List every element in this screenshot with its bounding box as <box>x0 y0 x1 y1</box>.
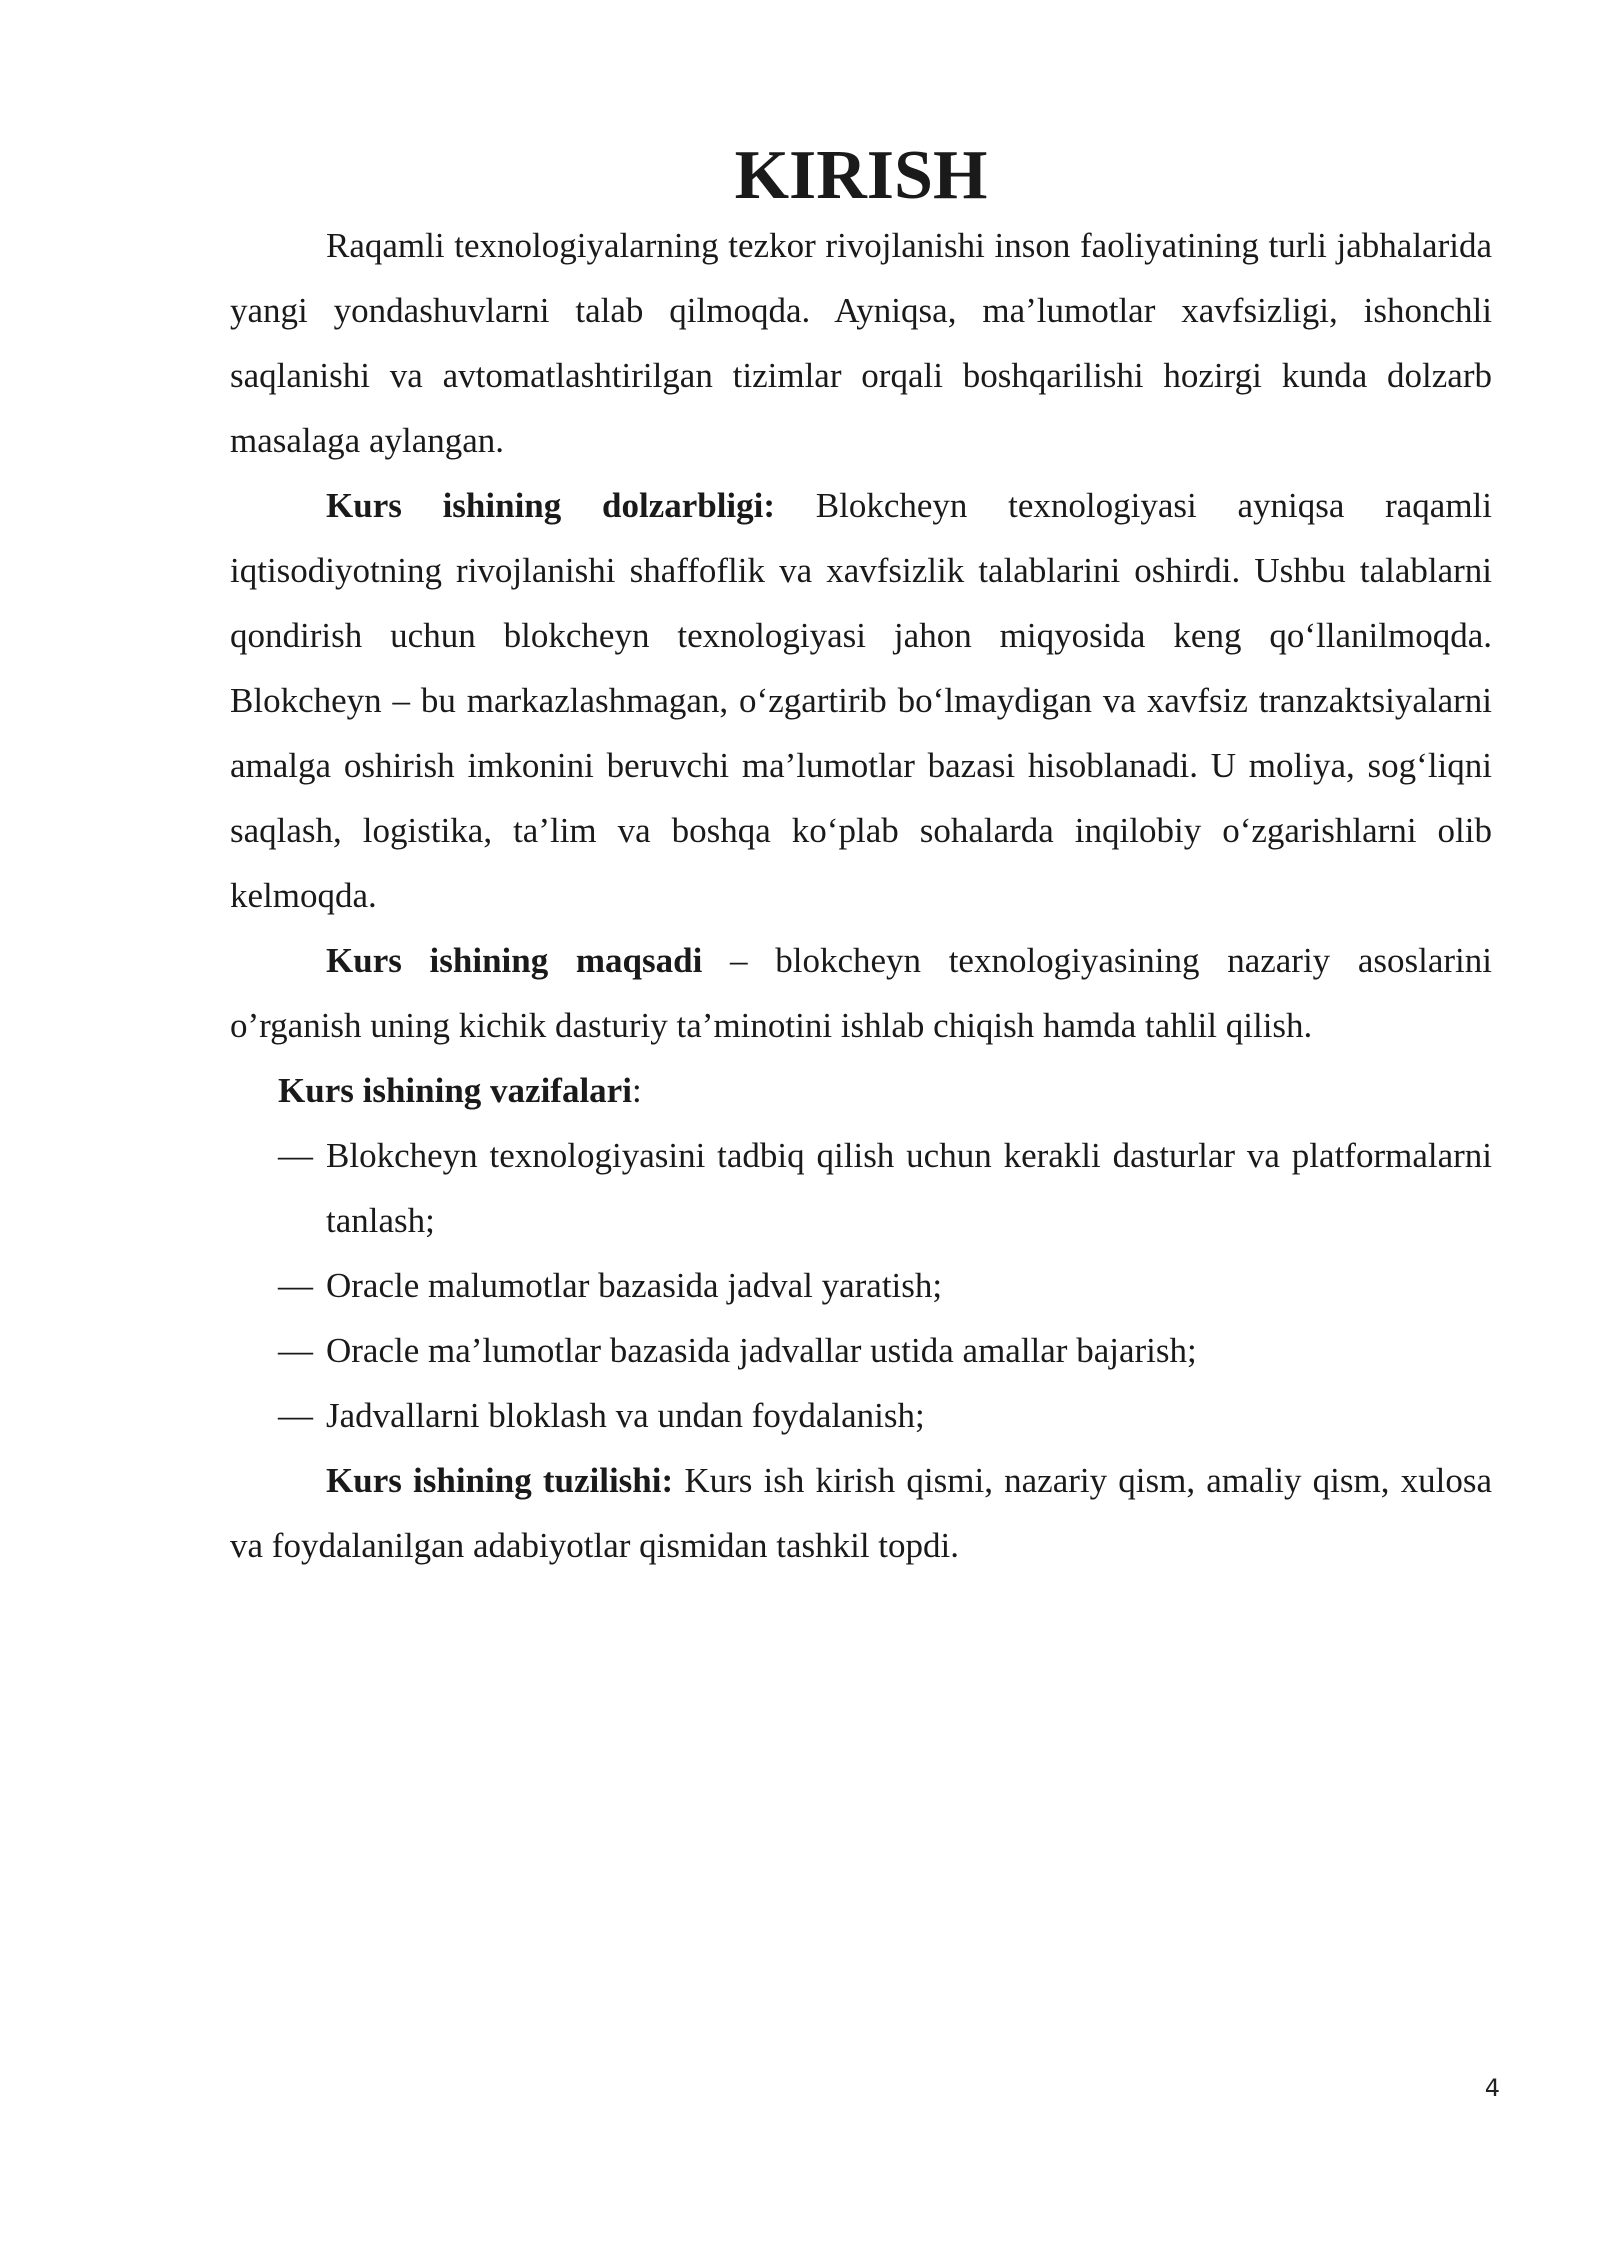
section-title: KIRISH <box>734 137 988 214</box>
tasks-heading <box>230 1058 1492 1123</box>
relevance-label: Kurs ishining dolzarbligi: <box>326 486 776 525</box>
structure-text: Kurs ish kirish qismi, nazariy qism, amaliy qism, xulosa va foydalanilgan adabiyotlar qismidan tashkil topdi. <box>230 1461 1493 1565</box>
relevance-text: Blokcheyn texnologiyasi ayniqsa raqamli iqtisodiyotning rivojlanishi shaffoflik va xavfsizlik talablarini oshirdi. Ushbu talablarni qondirish uchun blokcheyn texnologiyasi jahon miqyosida keng qo‘llanilmoqda. Blokcheyn – bu markazlashmagan, o‘zgartirib bo‘lmaydigan va xavfsiz tranzaktsiyalarni amalga oshirish imkonini beruvchi ma’lumotlar bazasi hisoblanadi. U moliya, sog‘liqni saqlash, logistika, ta’lim va boshqa ko‘plab sohalarda inqilobiy o‘zgarishlarni olib kelmoqda. <box>230 486 1492 915</box>
task-text: Jadvallarni bloklash va undan foydalanish; <box>326 1396 925 1435</box>
page-number: 4 <box>1484 2074 1500 2102</box>
list-item <box>230 1383 1492 1448</box>
list-item <box>230 1318 1492 1383</box>
em-dash-bullet: — <box>278 1396 313 1435</box>
relevance-paragraph <box>230 473 1492 928</box>
goal-paragraph <box>230 928 1492 1058</box>
structure-label: Kurs ishining tuzilishi: <box>326 1461 674 1500</box>
em-dash-bullet: — <box>278 1136 313 1175</box>
task-text: Oracle ma’lumotlar bazasida jadvallar ustida amallar bajarish; <box>326 1331 1197 1370</box>
intro-paragraph: Raqamli texnologiyalarning tezkor rivojlanishi inson faoliyatining turli jabhalarida yangi yondashuvlarni talab qilmoqda. Ayniqsa, ma’lumotlar xavfsizligi, ishonchli saqlanishi va avtomatlashtirilgan tizimlar orqali boshqarilishi hozirgi kunda dolzarb masalaga aylangan. <box>230 226 1492 460</box>
em-dash-bullet: — <box>278 1331 313 1370</box>
goal-text: – blokcheyn texnologiyasining nazariy asoslarini o’rganish uning kichik dasturiy ta’minotini ishlab chiqish hamda tahlil qilish. <box>230 941 1492 1045</box>
list-item <box>230 1123 1492 1253</box>
goal-label: Kurs ishining maqsadi <box>326 941 703 980</box>
task-text: Blokcheyn texnologiyasini tadbiq qilish uchun kerakli dasturlar va platformalarni tanlash; <box>326 1136 1492 1240</box>
structure-paragraph <box>230 1448 1492 1578</box>
tasks-list <box>230 1123 1492 1448</box>
task-text: Oracle malumotlar bazasida jadval yaratish; <box>326 1266 943 1305</box>
em-dash-bullet: — <box>278 1266 313 1305</box>
list-item <box>230 1253 1492 1318</box>
page-content <box>230 137 1493 1578</box>
tasks-colon: : <box>631 1071 642 1110</box>
tasks-label: Kurs ishining vazifalari <box>278 1071 632 1110</box>
